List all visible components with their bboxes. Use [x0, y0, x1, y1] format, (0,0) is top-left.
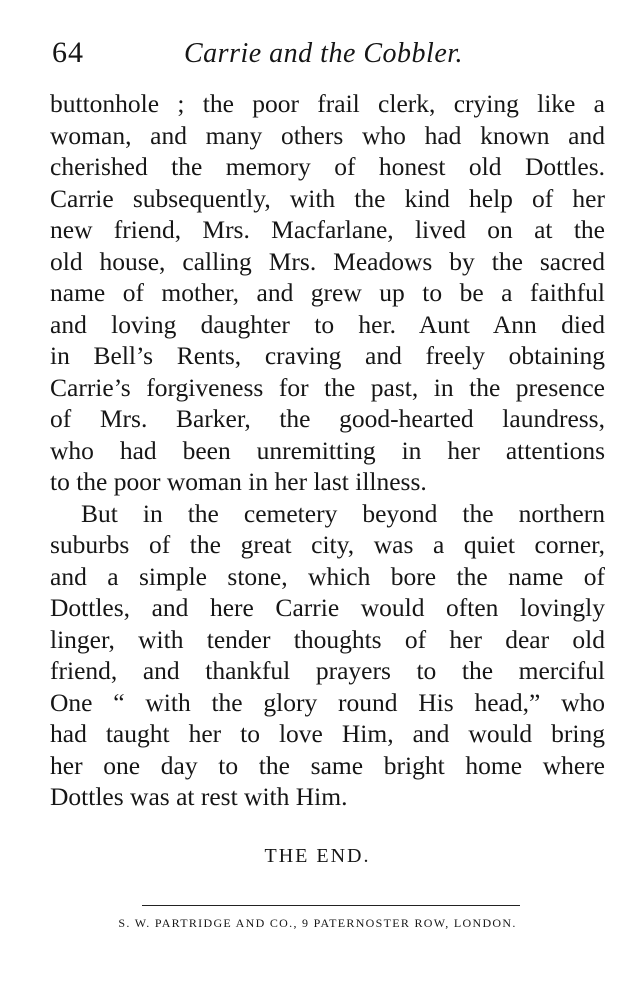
text-line: new friend, Mrs. Macfarlane, lived on at the [50, 215, 605, 244]
text-line: Carrie subsequently, with the kind help of her [50, 183, 605, 213]
end-mark: THE END. [264, 845, 371, 867]
text-line: friend, and thankful prayers to the merciful [50, 656, 605, 685]
text-line: suburbs of the great city, was a quiet corner, [50, 530, 605, 559]
paragraph [50, 498, 605, 813]
text-line: had taught her to love Him, and would bring [50, 719, 605, 748]
page-header [52, 32, 612, 72]
text-line: But in the cemetery beyond the northern [81, 498, 605, 528]
text-line: who had been unremitting in her attentions [50, 435, 605, 465]
text-line: cherished the memory of honest old Dottles. [50, 152, 605, 181]
footer-rule [142, 905, 520, 906]
text-line: old house, calling Mrs. Meadows by the sacred [50, 246, 605, 276]
running-title: Carrie and the Cobbler. [184, 38, 464, 69]
text-line: Dottles was at rest with Him. [50, 782, 348, 811]
text-line: to the poor woman in her last illness. [50, 467, 427, 496]
text-line: of Mrs. Barker, the good-hearted laundress, [50, 404, 605, 433]
text-line: woman, and many others who had known and [50, 120, 605, 150]
text-line: Dottles, and here Carrie would often lovingly [50, 593, 605, 622]
text-line: Carrie’s forgiveness for the past, in the presence [50, 372, 605, 402]
text-line: her one day to the same bright home where [50, 750, 605, 780]
text-line: and a simple stone, which bore the name of [50, 561, 605, 591]
publisher-imprint: S. W. PARTRIDGE AND CO., 9 PATERNOSTER ROW, LONDON. [118, 916, 517, 930]
text-line: in Bell’s Rents, craving and freely obtaining [50, 341, 605, 370]
text-line: and loving daughter to her. Aunt Ann died [50, 309, 605, 339]
text-line: buttonhole ; the poor frail clerk, crying like a [50, 89, 605, 118]
text-line: linger, with tender thoughts of her dear old [50, 624, 605, 654]
page-number: 64 [52, 36, 84, 69]
body-text [50, 88, 605, 813]
paragraph [50, 88, 605, 498]
text-line: One “ with the glory round His head,” who [50, 687, 605, 717]
text-line: name of mother, and grew up to be a faithful [50, 278, 605, 307]
